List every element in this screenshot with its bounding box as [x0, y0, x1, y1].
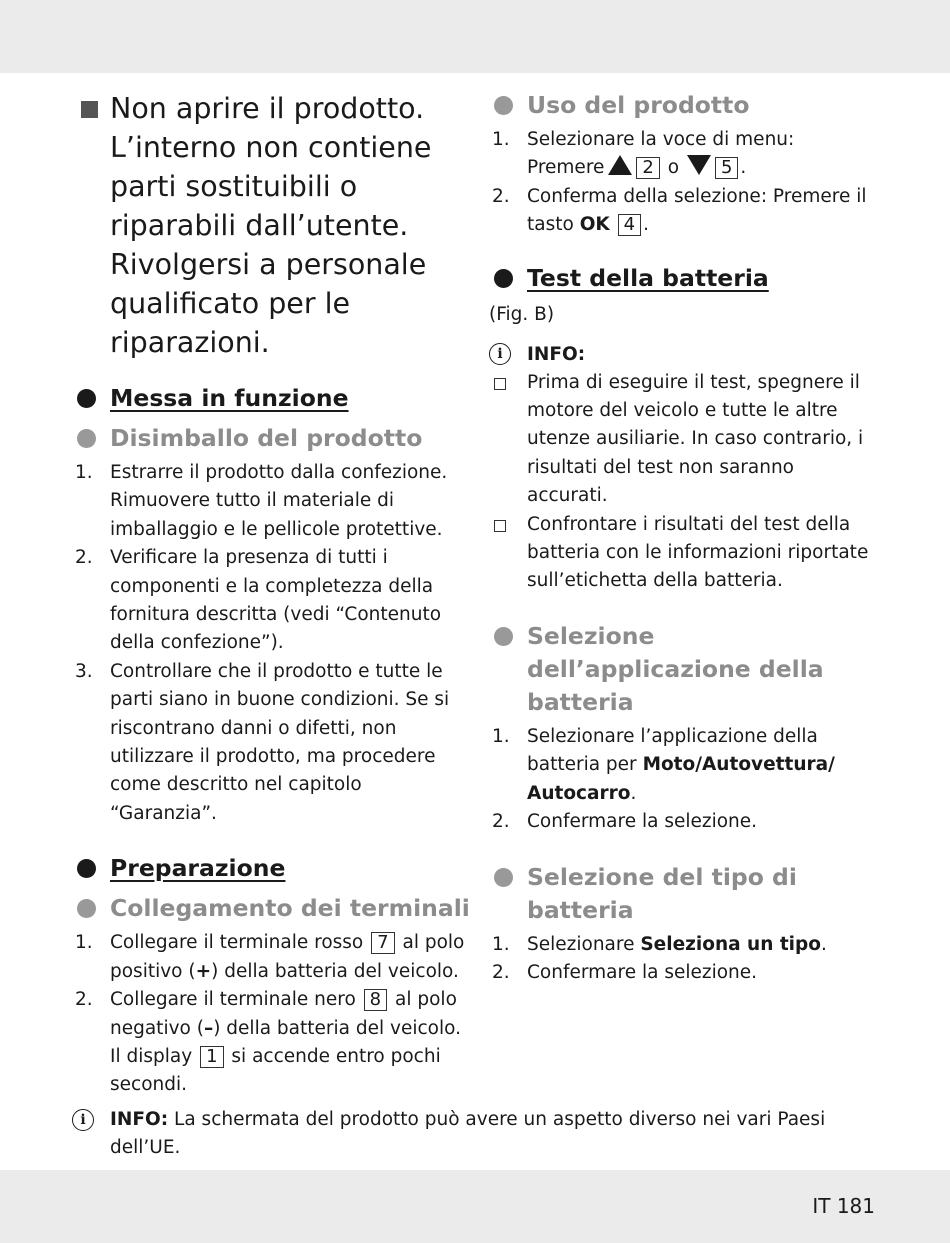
circle-bullet-icon [494, 269, 513, 288]
info-text: La schermata del prodotto può avere un aspetto diverso nei vari Paesi dell’UE. [110, 1109, 826, 1158]
heading-collegamento [72, 892, 472, 925]
info-heading [489, 341, 869, 369]
arrow-up-icon [608, 155, 632, 175]
page-number: IT 181 [812, 1194, 875, 1218]
info-label: INFO: [527, 343, 586, 365]
circle-bullet-icon [77, 859, 96, 878]
header-band [0, 0, 950, 73]
heading-text: Preparazione [110, 854, 286, 883]
selezione-tipo-steps [489, 931, 869, 988]
uso-steps [489, 126, 869, 240]
right-column [489, 86, 869, 987]
list-item: 1. Selezionare Seleziona un tipo. [492, 933, 827, 955]
checkbox-icon [494, 520, 506, 532]
circle-bullet-icon [494, 868, 513, 887]
heading-text: Collegamento dei terminali [110, 894, 470, 923]
heading-preparazione [72, 852, 472, 885]
info-label: INFO: [110, 1109, 169, 1130]
ref-box-7: 7 [371, 932, 394, 954]
ref-box-1: 1 [200, 1046, 223, 1068]
ref-box-8: 8 [364, 989, 387, 1011]
list-item: 2. Confermare la selezione. [492, 961, 758, 983]
ref-box-4: 4 [618, 214, 641, 236]
heading-disimballo [72, 422, 472, 455]
heading-text: Selezione del tipo di batteria [527, 862, 797, 924]
collegamento-steps [72, 929, 472, 1099]
heading-text: Test della batteria [527, 263, 769, 292]
circle-bullet-icon [494, 96, 513, 115]
heading-text: Uso del prodotto [527, 91, 750, 119]
list-item: Prima di eseguire il test, spegnere il motore del veicolo e tutte le altre utenze ausiliarie. In caso contrario, i risultati del test non saranno accurati. [489, 369, 869, 511]
ref-box-2: 2 [636, 157, 659, 179]
ref-box-5: 5 [715, 157, 738, 179]
heading-uso-del-prodotto [489, 89, 869, 122]
selezione-applicazione-steps [489, 723, 869, 837]
heading-selezione-tipo [489, 861, 869, 927]
list-item: 1. Estrarre il prodotto dalla confezione. Rimuovere tutto il materiale di imballaggio e le pellicole protettive. [75, 462, 448, 540]
heading-text: Selezione dell’applicazione della batteria [527, 621, 824, 716]
checkbox-icon [494, 378, 506, 390]
heading-text: Messa in funzione [110, 384, 349, 412]
list-item: 1. Selezionare la voce di menu: Premere 2 o 5 . [492, 129, 795, 179]
square-bullet-icon [81, 101, 98, 118]
heading-text: Disimballo del prodotto [110, 424, 423, 452]
footer-band [0, 1170, 950, 1243]
left-column [72, 86, 472, 1100]
warning-note [72, 89, 472, 362]
circle-bullet-icon [77, 429, 96, 448]
disimballo-steps [72, 459, 472, 828]
list-item: 2. Verificare la presenza di tutti i componenti e la completezza della fornitura descritta (vedi “Contenuto della confezione”). [75, 547, 442, 654]
warning-text: Non aprire il prodotto. L’interno non contiene parti sostituibili o riparabili dall’utente. Rivolgersi a personale qualificato per le riparazioni. [110, 92, 432, 359]
list-item: Confrontare i risultati del test della batteria con le informazioni riportate sull’etichetta della batteria. [489, 511, 869, 596]
heading-selezione-applicazione [489, 620, 869, 719]
list-item: 1. Collegare il terminale rosso 7 al polo positivo (+) della batteria del veicolo. [75, 932, 465, 982]
heading-test-batteria [489, 262, 869, 295]
circle-bullet-icon [494, 627, 513, 646]
heading-messa-in-funzione [72, 382, 472, 415]
bottom-info-note [72, 1106, 892, 1162]
info-circle-icon: i [72, 1109, 94, 1131]
arrow-down-icon [687, 155, 711, 175]
circle-bullet-icon [77, 389, 96, 408]
info-checklist [489, 369, 869, 596]
list-item: 2. Collegare il terminale nero 8 al polo negativo (–) della batteria del veicolo. Il display 1 si accende entro pochi secondi. [75, 989, 461, 1096]
list-item: 3. Controllare che il prodotto e tutte le parti siano in buone condizioni. Se si riscontrano danni o difetti, non utilizzare il prodotto, ma procedere come descritto nel capitolo “Garanzia”. [75, 660, 450, 824]
info-circle-icon: i [489, 343, 511, 365]
list-item: 2. Conferma della selezione: Premere il tasto OK 4 . [492, 185, 867, 236]
list-item: 2. Confermare la selezione. [492, 811, 758, 833]
figure-reference: (Fig. B) [489, 303, 555, 325]
circle-bullet-icon [77, 899, 96, 918]
list-item: 1. Selezionare l’applicazione della batteria per Moto/Autovettura/ Autocarro. [492, 725, 835, 804]
